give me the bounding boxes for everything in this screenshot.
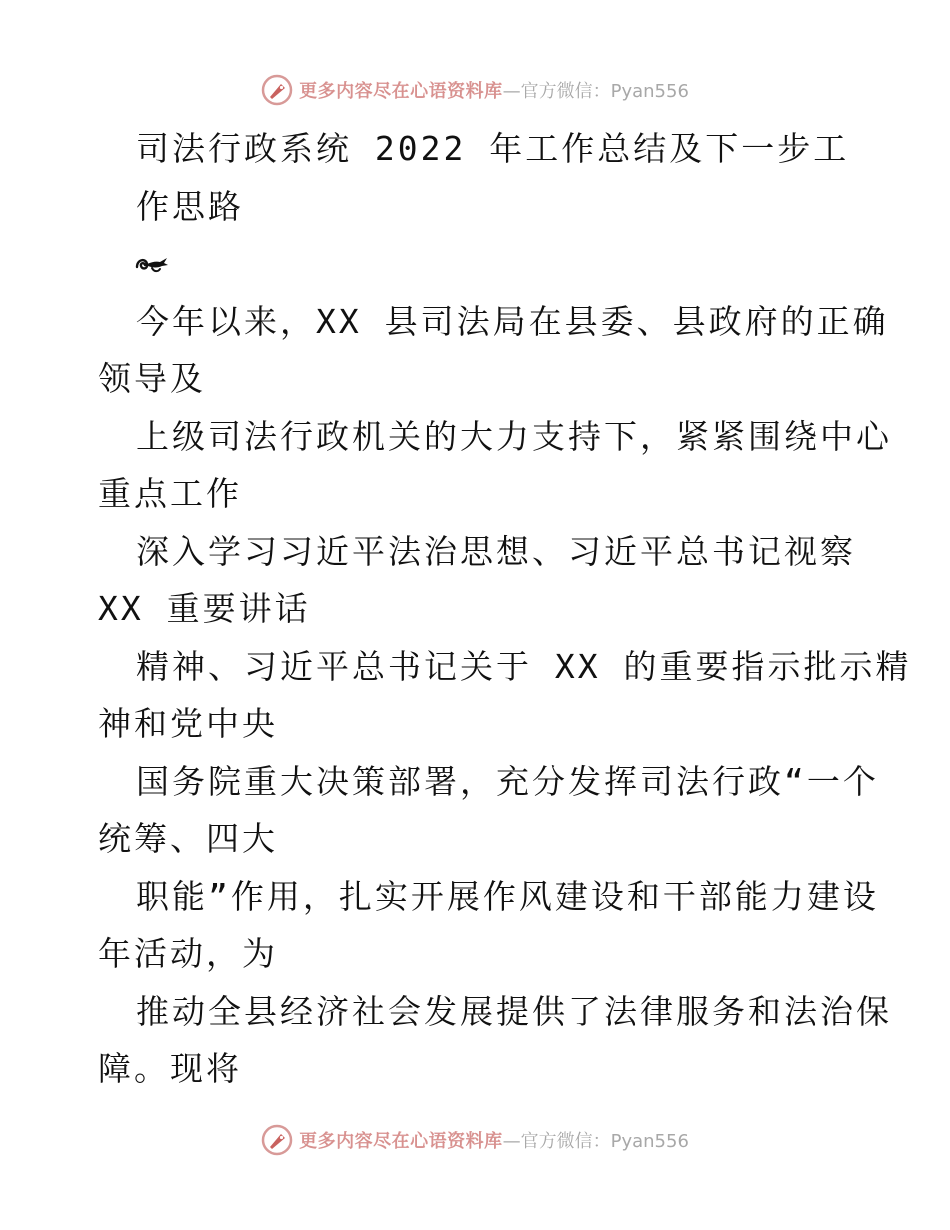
watermark-brand-text: 更多内容尽在心语资料库 (299, 81, 503, 102)
body-text-line: 障。现将 (98, 1049, 242, 1088)
body-text-line: 国务院重大决策部署，充分发挥司法行政“一个 (136, 761, 879, 801)
body-text-line: 上级司法行政机关的大力支持下，紧紧围绕中心 (136, 416, 892, 456)
body-text-line: 推动全县经济社会发展提供了法律服务和法治保 (136, 991, 892, 1031)
document-title-line-2: 作思路 (136, 186, 244, 226)
body-text-line: 领导及 (98, 359, 206, 398)
body-text-line: XX 重要讲话 (98, 589, 311, 628)
document-title-line-1: 司法行政系统 2022 年工作总结及下一步工 (136, 129, 850, 168)
body-text-line: 今年以来，XX 县司法局在县委、县政府的正确 (136, 301, 889, 341)
ornament-row (98, 235, 868, 293)
body-text-line: 深入学习习近平法治思想、习近平总书记视察 (136, 531, 856, 571)
watermark-wechat-text: —官方微信：Pyan556 (502, 1131, 689, 1152)
body-text-line: 统筹、四大 (98, 819, 278, 858)
body-text-line: 职能”作用，扎实开展作风建设和干部能力建设 (136, 876, 879, 916)
pen-nib-logo-icon (261, 1124, 293, 1156)
pen-nib-logo-icon (261, 74, 293, 106)
watermark-brand-text: 更多内容尽在心语资料库 (299, 1131, 503, 1152)
watermark-wechat-text: —官方微信：Pyan556 (502, 81, 689, 102)
footer-watermark (0, 1120, 950, 1160)
fleuron-icon (134, 253, 170, 275)
body-text-line: 神和党中央 (98, 704, 278, 743)
body-text-line: 重点工作 (98, 474, 242, 513)
document-body (98, 120, 912, 1098)
paragraph-lines (98, 293, 912, 1098)
body-text-line: 精神、习近平总书记关于 XX 的重要指示批示精 (136, 646, 912, 686)
body-text-line: 年活动，为 (98, 934, 278, 973)
header-watermark (0, 70, 950, 110)
